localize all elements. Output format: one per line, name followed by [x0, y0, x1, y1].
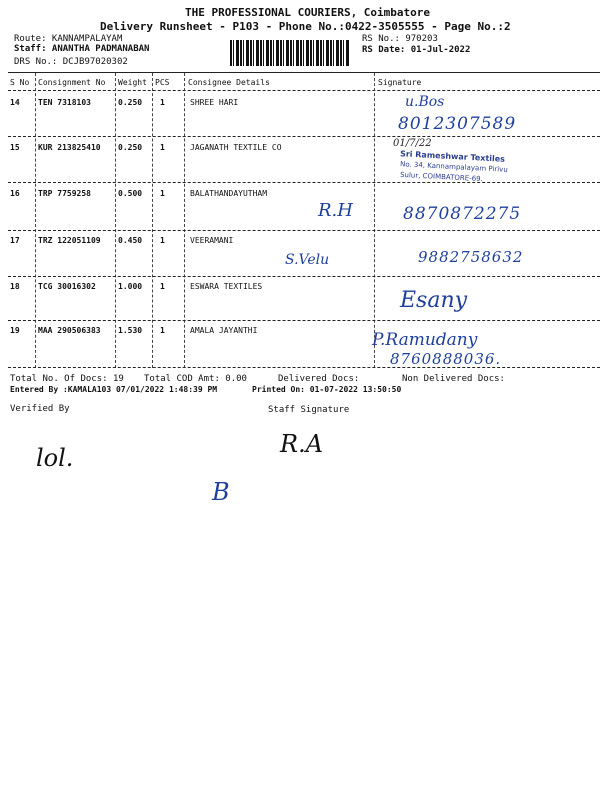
printed-on: Printed On: 01-07-2022 13:50:50: [252, 385, 402, 394]
row-sno: 14: [10, 98, 20, 107]
col-header-signature: Signature: [378, 78, 422, 87]
row-consignment: TRZ 122051109: [38, 236, 101, 245]
row-sno: 16: [10, 189, 20, 198]
rs-date: RS Date: 01-Jul-2022: [362, 45, 471, 55]
row-divider: [8, 320, 600, 321]
handwritten-date: 01/7/22: [393, 138, 432, 149]
row-sno: 18: [10, 282, 20, 291]
non-delivered-docs: Non Delivered Docs:: [402, 374, 505, 384]
col-header-sno: S No: [10, 78, 30, 87]
row-consignee: JAGANATH TEXTILE CO: [190, 143, 282, 152]
row-sno: 19: [10, 326, 20, 335]
handwritten-signature: S.Velu: [285, 252, 330, 268]
col-separator: [374, 73, 375, 368]
row-pcs: 1: [160, 143, 165, 152]
total-cod: Total COD Amt: 0.00: [144, 374, 247, 384]
stamp-line: No. 34, Kannampalayam Pirivu: [399, 160, 508, 174]
row-consignment: TCG 30016302: [38, 282, 96, 291]
row-sno: 15: [10, 143, 20, 152]
handwritten-phone: 9882758632: [418, 248, 524, 266]
drs-number: DRS No.: DCJB97020302: [14, 57, 128, 67]
runsheet-title: Delivery Runsheet - P103 - Phone No.:0422-3505555 - Page No.:2: [100, 20, 511, 33]
staff-label: Staff: ANANTHA PADMANABAN: [14, 44, 150, 54]
extra-signature: B: [212, 478, 230, 506]
row-pcs: 1: [160, 189, 165, 198]
handwritten-phone: 8760888036.: [390, 350, 502, 368]
row-consignment: TEN 7318103: [38, 98, 91, 107]
row-consignee: BALATHANDAYUTHAM: [190, 189, 268, 198]
row-weight: 0.250: [118, 143, 143, 152]
handwritten-signature: R.H: [318, 200, 353, 221]
col-separator: [184, 73, 185, 368]
row-consignee: SHREE HARI: [190, 98, 239, 107]
handwritten-phone: 8870872275: [403, 204, 522, 224]
row-weight: 1.000: [118, 282, 143, 291]
stamp-line: Sri Rameshwar Textiles: [399, 149, 506, 164]
col-header-weight: Weight: [118, 78, 147, 87]
row-divider: [8, 230, 600, 231]
entered-by: Entered By :KAMALA103 07/01/2022 1:48:39 PM: [10, 385, 218, 394]
handwritten-signature: P.Ramudany: [372, 330, 478, 350]
row-consignee: VEERAMANI: [190, 236, 234, 245]
verified-by-label: Verified By: [10, 404, 70, 414]
handwritten-signature: Esany: [400, 288, 468, 313]
row-pcs: 1: [160, 326, 165, 335]
col-separator: [115, 73, 116, 368]
row-divider: [8, 136, 600, 137]
route-label: Route: KANNAMPALAYAM: [14, 34, 123, 44]
company-title: THE PROFESSIONAL COURIERS, Coimbatore: [185, 6, 431, 19]
col-separator: [35, 73, 36, 368]
verified-signature: lol.: [36, 444, 74, 472]
row-sno: 17: [10, 236, 20, 245]
table-bottom-rule: [8, 367, 600, 368]
stamp-line: Sulur, COIMBATORE-69.: [399, 170, 484, 184]
row-divider: [8, 182, 600, 183]
row-divider: [8, 276, 600, 277]
row-consignment: TRP 7759258: [38, 189, 91, 198]
row-consignment: KUR 213825410: [38, 143, 101, 152]
row-pcs: 1: [160, 282, 165, 291]
row-weight: 0.450: [118, 236, 143, 245]
delivered-docs: Delivered Docs:: [278, 374, 360, 384]
row-consignee: ESWARA TEXTILES: [190, 282, 263, 291]
row-consignee: AMALA JAYANTHI: [190, 326, 258, 335]
col-separator: [152, 73, 153, 368]
col-header-pcs: PCS: [155, 78, 170, 87]
staff-signature: R.A: [280, 430, 324, 458]
row-consignment: MAA 290506383: [38, 326, 101, 335]
row-weight: 1.530: [118, 326, 143, 335]
rs-number: RS No.: 970203: [362, 34, 438, 44]
staff-signature-label: Staff Signature: [268, 405, 350, 415]
row-weight: 0.250: [118, 98, 143, 107]
total-docs: Total No. Of Docs: 19: [10, 374, 124, 384]
row-pcs: 1: [160, 98, 165, 107]
row-pcs: 1: [160, 236, 165, 245]
col-header-consignee: Consignee Details: [188, 78, 270, 87]
header-divider: [8, 90, 600, 91]
handwritten-phone: 8012307589: [398, 114, 517, 134]
row-weight: 0.500: [118, 189, 143, 198]
barcode: [230, 40, 350, 66]
col-header-consignment: Consignment No: [38, 78, 106, 87]
handwritten-name: u.Bos: [405, 94, 445, 110]
table-top-rule: [8, 72, 600, 73]
